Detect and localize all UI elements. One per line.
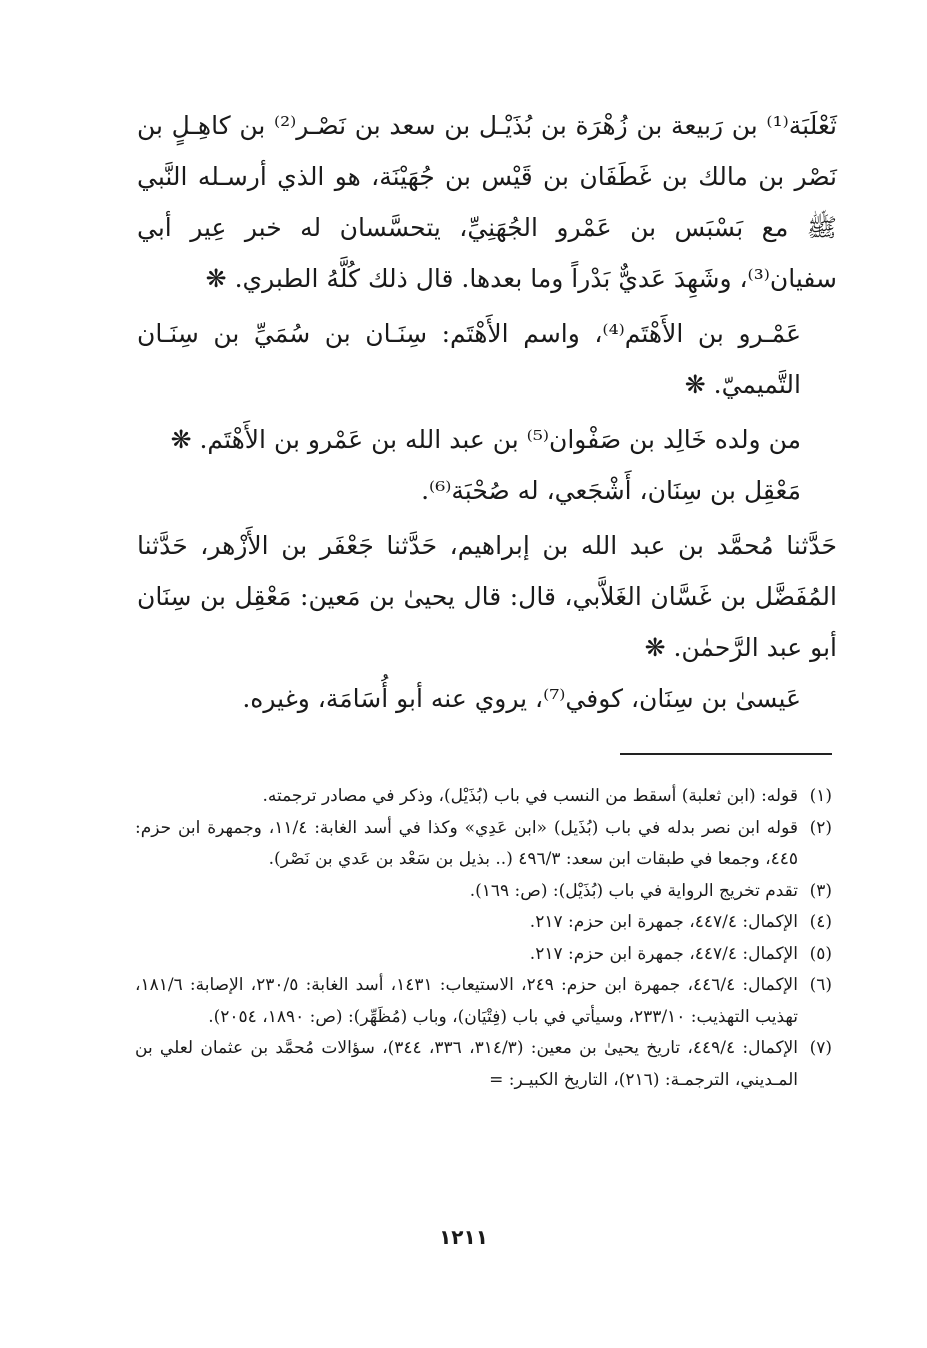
main-text [137, 100, 837, 724]
paragraph-tha-laba: ثَعْلَبَة⁽¹⁾ بن رَبيعة بن زُهْرَة بن بُذَيْـل بن سعد بن نَصْـر⁽²⁾ بن كاهِـلٍ بن نَصْر بن مالك بن غَطَفَان بن قَيْس بن جُهَيْنَة، هو الذي أرسـله النَّبي ﷺ مع بَسْبَس بن عَمْرو الجُهَنِيِّ، يتحسَّسان له خبر عِير أبي سفيان⁽³⁾، وشَهِدَ عَديٌّ بَدْراً وما بعدها. قال ذلك كُلَّهُ الطبري. ❋ [137, 111, 837, 293]
footnote-number: (٦) [809, 975, 832, 995]
footnotes [135, 781, 832, 1096]
footnote-text: الإكمال: ٤٤٧/٤، جمهرة ابن حزم: ٢١٧. [529, 912, 798, 932]
footnote-number: (٢) [809, 817, 832, 838]
footnote-text: قوله: (ابن ثعلبة) أسقط من النسب في باب (بُذَيْل)، وذكر في مصادر ترجمته. [262, 786, 798, 806]
paragraph-isa-ibn-sinan: عَيسىٰ بن سِنَان، كوفي⁽⁷⁾، يروي عنه أبو أُسَامَة، وغيره. [242, 684, 801, 713]
footnote-4 [135, 907, 832, 939]
footnote-text: الإكمال: ٤٤٧/٤، جمهرة ابن حزم: ٢١٧. [529, 943, 798, 964]
footnote-text: الإكمال: ٤٤٦/٤، جمهرة ابن حزم: ٢٤٩، الاستيعاب: ١٤٣١، أسد الغابة: ٢٣٠/٥، الإصابة: ١٨١/٦، تهذيب التهذيب: ٢٣٣/١٠، وسيأتي في باب (فِتْيَان)، وباب (مُظَهِّر): (ص: ١٨٩٠، ٢٠٥٤). [135, 975, 798, 1027]
footnote-text: تقدم تخريج الرواية في باب (بُذَيْل): (ص: ١٦٩). [469, 880, 798, 901]
footnote-1 [135, 781, 832, 813]
footnote-6 [135, 970, 832, 1033]
paragraph-maqil-ibn-sinan: مَعْقِل بن سِنَان، أَشْجَعي، له صُحْبَة⁽⁶⁾. [421, 476, 801, 505]
footnote-text: الإكمال: ٤٤٩/٤، تاريخ يحيىٰ بن معين: (٣١٤/٣، ٣٣٦، ٣٤٤)، سؤالات مُحمَّد بن عثمان لعلي بن المـديني، الترجمـة: (٢١٦)، التاريخ الكبيـر: = [135, 1038, 798, 1090]
footnote-separator [620, 753, 832, 755]
paragraph-khalid-ibn-safwan: من ولده خَالِد بن صَفْوان⁽⁵⁾ بن عبد الله بن عَمْرو بن الأَهْتَم. ❋ [170, 425, 801, 454]
footnote-7 [135, 1033, 832, 1096]
page-number: ١٢١١ [439, 1225, 488, 1249]
footnote-2 [135, 813, 832, 876]
footnote-number: (٤) [809, 912, 832, 932]
footnote-3 [135, 876, 832, 908]
footnote-text: قوله ابن نصر بدله في باب (بُذَيل) «ابن عَدِي» وكذا في أسد الغابة: ١١/٤، وجمهرة ابن حزم: ٤٤٥، وجمعا في طبقات ابن سعد: ٤٩٦/٣ (.. بذيل بن سَعْد بن عَدي بن نَصْر). [135, 817, 799, 869]
paragraph-isnad: حَدَّثنا مُحمَّد بن عبد الله بن إبراهيم، حَدَّثنا جَعْفَر بن الأَزْهر، حَدَّثنا المُفَضَّل بن غَسَّان الغَلاَّبي، قال: قال يحيىٰ بن مَعين: مَعْقِل بن سِنَان أبو عبد الرَّحمٰن. ❋ [137, 531, 837, 662]
footnote-number: (٧) [809, 1038, 832, 1058]
footnote-5 [135, 939, 832, 971]
paragraph-amr-al-ahtam: عَمْـرو بن الأَهْتَم⁽⁴⁾، واسم الأَهْتَم: سِنَـان بن سُمَيِّ بن سِنَـان التَّميميّ. ❋ [137, 319, 802, 399]
footnote-number: (٣) [809, 880, 832, 901]
footnote-number: (١) [809, 786, 832, 806]
footnote-number: (٥) [809, 943, 832, 964]
